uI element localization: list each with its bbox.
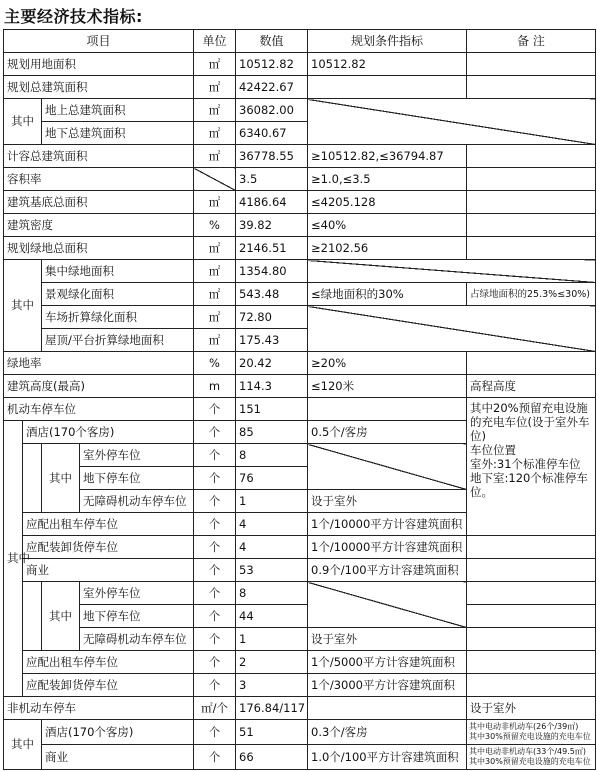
table-row bbox=[4, 536, 596, 559]
table-row bbox=[4, 651, 596, 674]
table-row bbox=[4, 720, 596, 745]
row-value: 4 bbox=[236, 536, 308, 559]
row-value: 36082.00 bbox=[236, 99, 308, 122]
row-value: 2 bbox=[236, 651, 308, 674]
diagonal-cell bbox=[308, 582, 467, 628]
row-plan: ≤4205.128 bbox=[308, 191, 467, 214]
row-note: 占绿地面积的25.3%≤30%) bbox=[467, 283, 596, 306]
table-row bbox=[4, 559, 596, 582]
row-value: 176.84/117 bbox=[236, 697, 308, 720]
row-label: 酒店(170个客房) bbox=[42, 720, 194, 745]
row-plan: 1个/5000平方计容建筑面积 bbox=[308, 651, 467, 674]
group-label: 其中 bbox=[4, 260, 42, 352]
table-row bbox=[4, 237, 596, 260]
row-unit: ㎡/个 bbox=[194, 697, 236, 720]
row-unit: 个 bbox=[194, 720, 236, 745]
group-label: 其中 bbox=[42, 582, 80, 651]
row-value: 8 bbox=[236, 582, 308, 605]
row-label: 商业 bbox=[23, 559, 194, 582]
header-item: 项目 bbox=[4, 30, 194, 53]
row-value: 3.5 bbox=[236, 168, 308, 191]
row-label: 酒店(170个客房) bbox=[23, 421, 194, 444]
row-value: 53 bbox=[236, 559, 308, 582]
table-row bbox=[4, 674, 596, 697]
row-label: 地上总建筑面积 bbox=[42, 99, 194, 122]
row-plan: 1个/10000平方计容建筑面积 bbox=[308, 536, 467, 559]
row-label: 非机动车停车 bbox=[4, 697, 194, 720]
row-label: 集中绿地面积 bbox=[42, 260, 194, 283]
row-note: 其中电动非机动车(33个/49.5㎡) 其中30%预留充电设施的充电车位 bbox=[467, 745, 596, 770]
row-note bbox=[467, 628, 596, 651]
row-unit: 个 bbox=[194, 513, 236, 536]
row-unit: ㎡ bbox=[194, 76, 236, 99]
row-label: 应配出租车停车位 bbox=[23, 651, 194, 674]
table-row bbox=[4, 398, 596, 421]
row-label: 商业 bbox=[42, 745, 194, 770]
diagonal-cell bbox=[308, 306, 596, 352]
row-note: 其中电动非机动车(26个/39㎡) 其中30%预留充电设施的充电车位 bbox=[467, 720, 596, 745]
row-plan: ≥1.0,≤3.5 bbox=[308, 168, 467, 191]
row-plan: ≤绿地面积的30% bbox=[308, 283, 467, 306]
row-value: 85 bbox=[236, 421, 308, 444]
row-unit: ㎡ bbox=[194, 283, 236, 306]
header-plan: 规划条件指标 bbox=[308, 30, 467, 53]
diagonal-cell bbox=[308, 444, 467, 490]
row-label: 建筑密度 bbox=[4, 214, 194, 237]
row-unit: m bbox=[194, 375, 236, 398]
header-note: 备 注 bbox=[467, 30, 596, 53]
row-unit: % bbox=[194, 352, 236, 375]
row-unit: 个 bbox=[194, 628, 236, 651]
row-value: 6340.67 bbox=[236, 122, 308, 145]
row-label: 地下停车位 bbox=[80, 605, 194, 628]
row-label: 地下停车位 bbox=[80, 467, 194, 490]
row-plan: ≤40% bbox=[308, 214, 467, 237]
row-value: 1354.80 bbox=[236, 260, 308, 283]
row-value: 2146.51 bbox=[236, 237, 308, 260]
row-plan: 1个/3000平方计容建筑面积 bbox=[308, 674, 467, 697]
row-label: 应配装卸货停车位 bbox=[23, 674, 194, 697]
row-label: 规划用地面积 bbox=[4, 53, 194, 76]
row-value: 39.82 bbox=[236, 214, 308, 237]
row-value: 4 bbox=[236, 513, 308, 536]
row-unit: 个 bbox=[194, 444, 236, 467]
row-unit: ㎡ bbox=[194, 306, 236, 329]
row-value: 36778.55 bbox=[236, 145, 308, 168]
row-note bbox=[467, 674, 596, 697]
row-plan bbox=[308, 398, 467, 421]
diagonal-cell bbox=[308, 260, 596, 283]
header-value: 数值 bbox=[236, 30, 308, 53]
row-label: 计容总建筑面积 bbox=[4, 145, 194, 168]
spacer-cell bbox=[23, 444, 42, 513]
row-note bbox=[467, 53, 596, 76]
row-unit: 个 bbox=[194, 745, 236, 770]
page-title: 主要经济技术指标: bbox=[4, 7, 143, 26]
row-label: 应配出租车停车位 bbox=[23, 513, 194, 536]
row-value: 66 bbox=[236, 745, 308, 770]
row-note bbox=[467, 168, 596, 191]
row-plan: 设于室外 bbox=[308, 628, 467, 651]
row-note bbox=[467, 536, 596, 559]
row-label: 建筑基底总面积 bbox=[4, 191, 194, 214]
row-unit: 个 bbox=[194, 421, 236, 444]
table-row bbox=[4, 214, 596, 237]
row-note: 设于室外 bbox=[467, 697, 596, 720]
table-row bbox=[4, 99, 596, 122]
row-note bbox=[467, 191, 596, 214]
row-value: 42422.67 bbox=[236, 76, 308, 99]
row-label: 地下总建筑面积 bbox=[42, 122, 194, 145]
row-unit: ㎡ bbox=[194, 145, 236, 168]
row-label: 应配装卸货停车位 bbox=[23, 536, 194, 559]
row-plan: 10512.82 bbox=[308, 53, 467, 76]
table-row bbox=[4, 145, 596, 168]
row-plan bbox=[308, 76, 467, 99]
row-note bbox=[467, 582, 596, 605]
row-plan: 0.5个/客房 bbox=[308, 421, 467, 444]
row-label: 无障碍机动车停车位 bbox=[80, 628, 194, 651]
row-plan: 0.3个/客房 bbox=[308, 720, 467, 745]
row-plan: ≥10512.82,≤36794.87 bbox=[308, 145, 467, 168]
table-row bbox=[4, 745, 596, 770]
row-label: 规划绿地总面积 bbox=[4, 237, 194, 260]
row-label: 屋顶/平台折算绿地面积 bbox=[42, 329, 194, 352]
row-value: 175.43 bbox=[236, 329, 308, 352]
row-unit: ㎡ bbox=[194, 191, 236, 214]
row-note bbox=[467, 237, 596, 260]
row-unit: ㎡ bbox=[194, 99, 236, 122]
group-label: 其中 bbox=[4, 421, 23, 697]
row-plan: ≥20% bbox=[308, 352, 467, 375]
table-row bbox=[4, 697, 596, 720]
row-label: 机动车停车位 bbox=[4, 398, 194, 421]
row-unit: 个 bbox=[194, 536, 236, 559]
table-row bbox=[4, 628, 596, 651]
group-label: 其中 bbox=[4, 720, 42, 770]
table-row bbox=[4, 352, 596, 375]
row-value: 76 bbox=[236, 467, 308, 490]
spacer-cell bbox=[23, 582, 42, 651]
row-note: 高程高度 bbox=[467, 375, 596, 398]
row-unit: % bbox=[194, 214, 236, 237]
row-value: 3 bbox=[236, 674, 308, 697]
row-value: 114.3 bbox=[236, 375, 308, 398]
row-unit: 个 bbox=[194, 559, 236, 582]
row-plan: 设于室外 bbox=[308, 490, 467, 513]
row-note bbox=[467, 559, 596, 582]
row-unit: ㎡ bbox=[194, 260, 236, 283]
table-row bbox=[4, 168, 596, 191]
row-value: 20.42 bbox=[236, 352, 308, 375]
diagonal-cell bbox=[308, 99, 596, 145]
row-label: 容积率 bbox=[4, 168, 194, 191]
row-value: 1 bbox=[236, 490, 308, 513]
row-unit: ㎡ bbox=[194, 237, 236, 260]
row-note bbox=[467, 352, 596, 375]
header-unit: 单位 bbox=[194, 30, 236, 53]
table-row bbox=[4, 582, 596, 605]
row-value: 51 bbox=[236, 720, 308, 745]
row-value: 543.48 bbox=[236, 283, 308, 306]
row-unit: 个 bbox=[194, 398, 236, 421]
row-note bbox=[467, 605, 596, 628]
row-unit: 个 bbox=[194, 674, 236, 697]
table-row bbox=[4, 191, 596, 214]
table-row bbox=[4, 260, 596, 283]
row-note bbox=[467, 145, 596, 168]
row-label: 景观绿化面积 bbox=[42, 283, 194, 306]
table-row bbox=[4, 76, 596, 99]
row-label: 车场折算绿化面积 bbox=[42, 306, 194, 329]
row-value: 151 bbox=[236, 398, 308, 421]
row-unit: 个 bbox=[194, 651, 236, 674]
row-label: 室外停车位 bbox=[80, 444, 194, 467]
row-unit: 个 bbox=[194, 605, 236, 628]
row-label: 规划总建筑面积 bbox=[4, 76, 194, 99]
table-row bbox=[4, 605, 596, 628]
row-value: 72.80 bbox=[236, 306, 308, 329]
header-row bbox=[4, 30, 596, 53]
row-plan bbox=[308, 697, 467, 720]
row-label: 无障碍机动车停车位 bbox=[80, 490, 194, 513]
row-label: 建筑高度(最高) bbox=[4, 375, 194, 398]
row-value: 8 bbox=[236, 444, 308, 467]
row-plan: 1.0个/100平方计容建筑面积 bbox=[308, 745, 467, 770]
row-label: 绿地率 bbox=[4, 352, 194, 375]
group-label: 其中 bbox=[42, 444, 80, 513]
group-label: 其中 bbox=[4, 99, 42, 145]
row-note bbox=[467, 214, 596, 237]
table-row bbox=[4, 306, 596, 329]
row-note bbox=[467, 76, 596, 99]
table-row bbox=[4, 283, 596, 306]
table-row bbox=[4, 375, 596, 398]
row-unit: ㎡ bbox=[194, 122, 236, 145]
row-unit: ㎡ bbox=[194, 53, 236, 76]
row-plan: ≥2102.56 bbox=[308, 237, 467, 260]
row-unit: ㎡ bbox=[194, 329, 236, 352]
row-plan: ≤120米 bbox=[308, 375, 467, 398]
diagonal-cell bbox=[194, 168, 236, 191]
indicator-table bbox=[3, 29, 596, 770]
row-label: 室外停车位 bbox=[80, 582, 194, 605]
row-plan: 1个/10000平方计容建筑面积 bbox=[308, 513, 467, 536]
row-plan: 0.9个/100平方计容建筑面积 bbox=[308, 559, 467, 582]
row-unit: 个 bbox=[194, 582, 236, 605]
row-note bbox=[467, 651, 596, 674]
row-unit: 个 bbox=[194, 467, 236, 490]
row-value: 4186.64 bbox=[236, 191, 308, 214]
row-value: 44 bbox=[236, 605, 308, 628]
parking-note: 其中20%预留充电设施的充电车位(设于室外车位) 车位位置 室外:31个标准停车位 地下室:120个标准停车位。 bbox=[467, 398, 596, 536]
row-value: 1 bbox=[236, 628, 308, 651]
row-value: 10512.82 bbox=[236, 53, 308, 76]
table-row bbox=[4, 53, 596, 76]
row-unit: 个 bbox=[194, 490, 236, 513]
